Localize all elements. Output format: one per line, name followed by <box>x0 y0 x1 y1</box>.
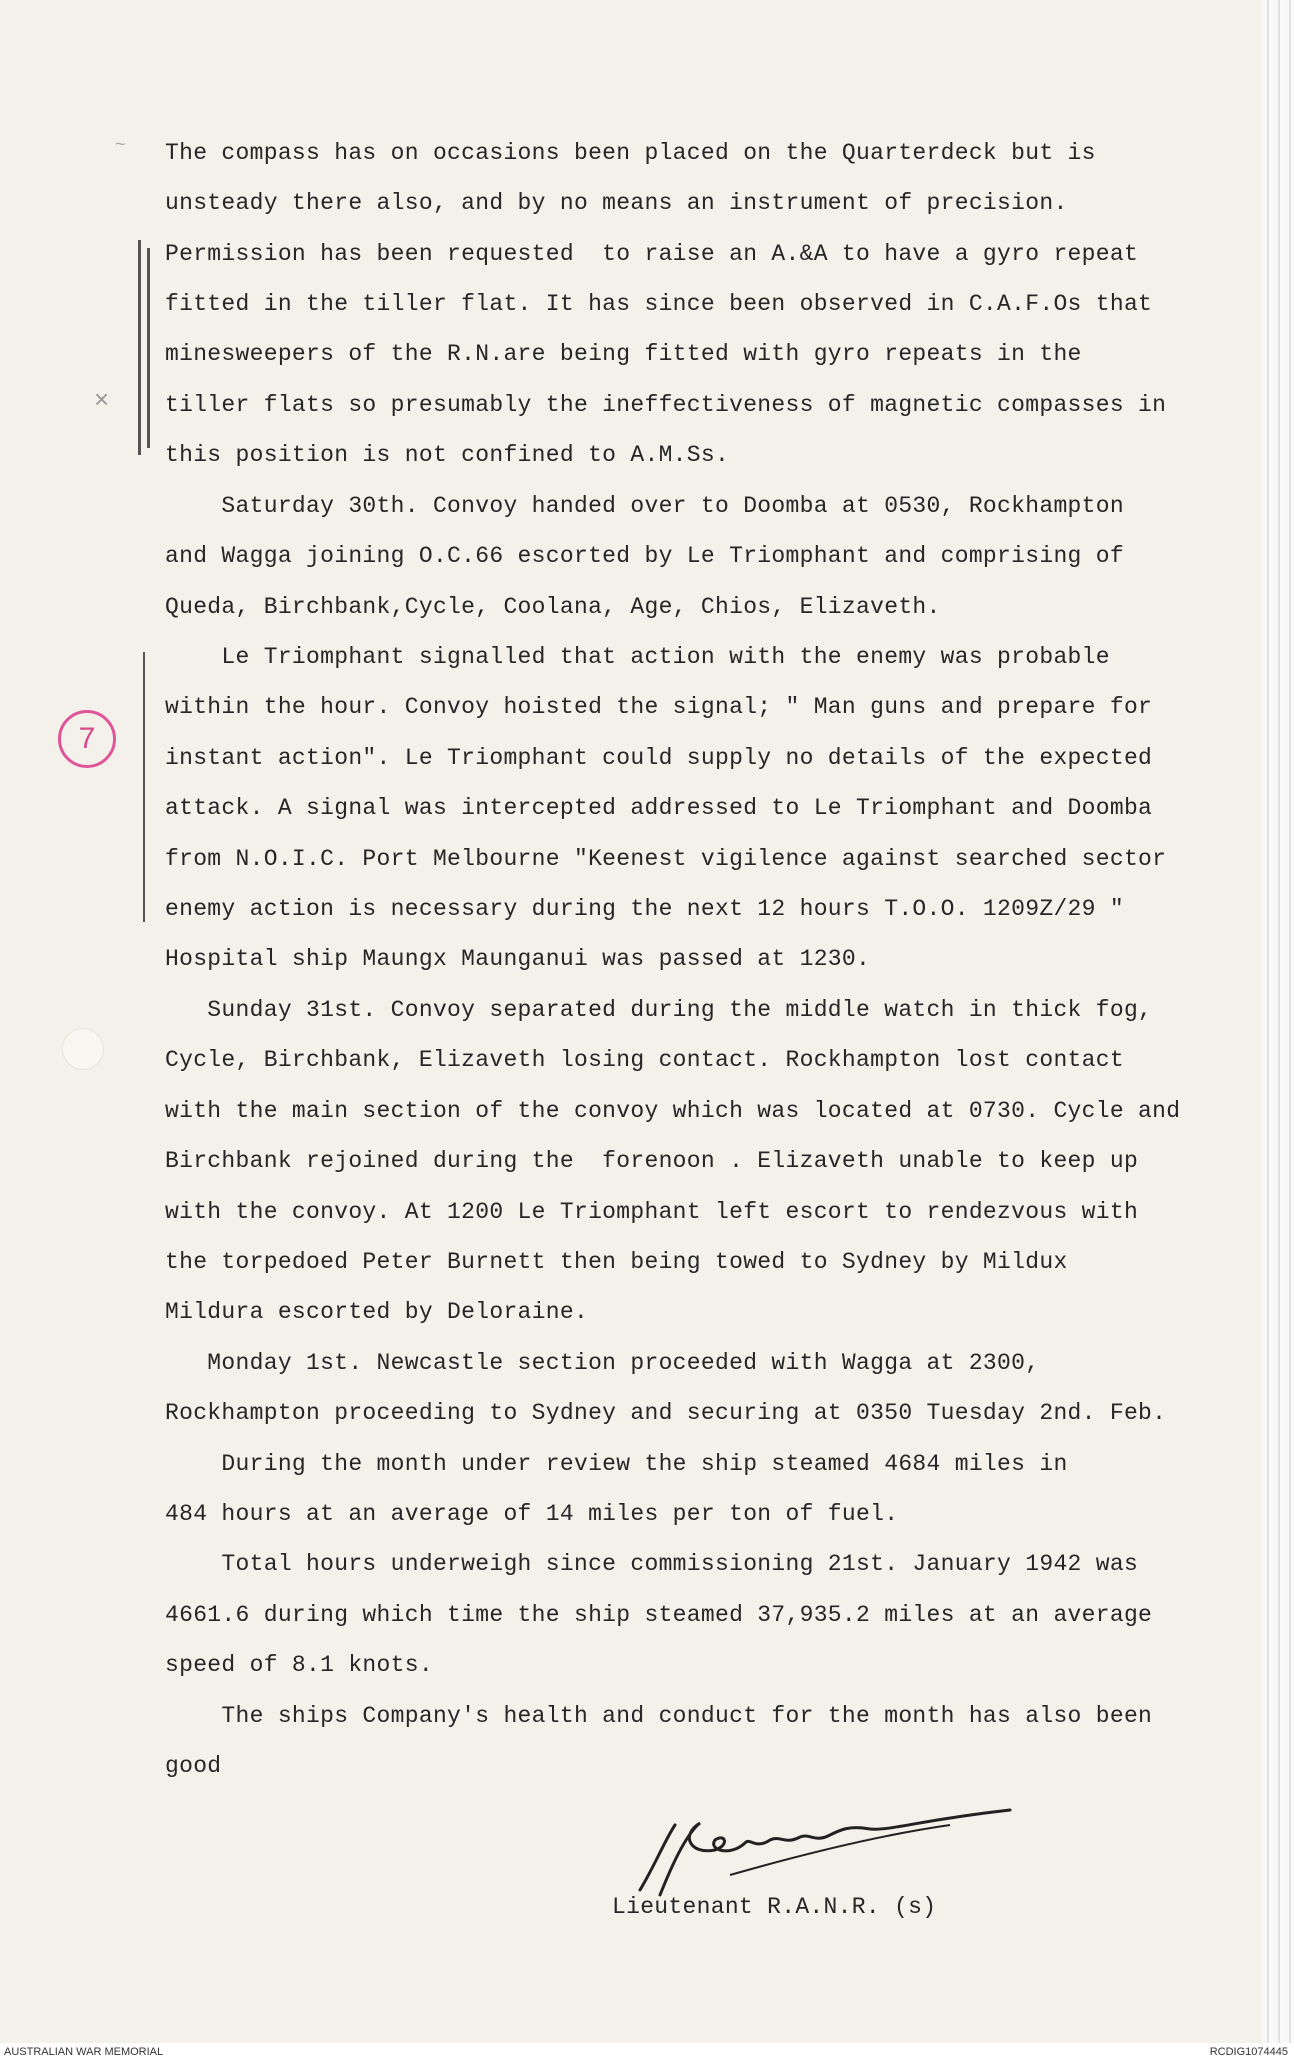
text-line: 484 hours at an average of 14 miles per ton of fuel. <box>165 1501 899 1527</box>
margin-note-circle <box>58 710 116 768</box>
text-line: Permission has been requested to raise an A.&A to have a gyro repeat <box>165 241 1139 267</box>
text-line: fitted in the tiller flat. It has since been observed in C.A.F.Os that <box>165 291 1153 317</box>
text-line: Birchbank rejoined during the forenoon . Elizaveth unable to keep up <box>165 1148 1139 1174</box>
text-line: Sunday 31st. Convoy separated during the middle watch in thick fog, <box>165 997 1153 1023</box>
text-line: The ships Company's health and conduct for the month has also been <box>165 1703 1153 1729</box>
text-line: good <box>165 1753 222 1779</box>
signature-title: Lieutenant R.A.N.R. (s) <box>612 1894 937 1920</box>
pencil-tick-mark: ~ <box>115 134 126 154</box>
text-line: Queda, Birchbank,Cycle, Coolana, Age, Chios, Elizaveth. <box>165 594 941 620</box>
text-line: enemy action is necessary during the next 12 hours T.O.O. 1209Z/29 " <box>165 896 1124 922</box>
text-line: Total hours underweigh since commissioning 21st. January 1942 was <box>165 1551 1139 1577</box>
margin-note-number: 7 <box>78 722 96 755</box>
margin-bracket <box>147 248 150 448</box>
text-line: Cycle, Birchbank, Elizaveth losing contact. Rockhampton lost contact <box>165 1047 1124 1073</box>
text-line: The compass has on occasions been placed on the Quarterdeck but is <box>165 140 1096 166</box>
text-line: with the main section of the convoy which was located at 0730. Cycle and <box>165 1098 1181 1124</box>
text-line: the torpedoed Peter Burnett then being towed to Sydney by Mildux <box>165 1249 1068 1275</box>
punch-hole <box>62 1028 104 1070</box>
archive-footer <box>0 2043 1294 2061</box>
archive-name: AUSTRALIAN WAR MEMORIAL <box>4 2046 164 2058</box>
text-line: attack. A signal was intercepted addressed to Le Triomphant and Doomba <box>165 795 1153 821</box>
pencil-x-mark: × <box>94 384 110 414</box>
text-line: within the hour. Convoy hoisted the signal; " Man guns and prepare for <box>165 694 1153 720</box>
text-line: tiller flats so presumably the ineffectiveness of magnetic compasses in <box>165 392 1167 418</box>
text-line: unsteady there also, and by no means an instrument of precision. <box>165 190 1068 216</box>
text-line: Rockhampton proceeding to Sydney and securing at 0350 Tuesday 2nd. Feb. <box>165 1400 1167 1426</box>
text-line: Saturday 30th. Convoy handed over to Doomba at 0530, Rockhampton <box>165 493 1124 519</box>
text-line: Monday 1st. Newcastle section proceeded with Wagga at 2300, <box>165 1350 1040 1376</box>
margin-bracket <box>138 240 141 455</box>
text-line: speed of 8.1 knots. <box>165 1652 433 1678</box>
text-line: with the convoy. At 1200 Le Triomphant left escort to rendezvous with <box>165 1199 1139 1225</box>
text-line: from N.O.I.C. Port Melbourne "Keenest vigilence against searched sector <box>165 846 1167 872</box>
text-line: Mildura escorted by Deloraine. <box>165 1299 589 1325</box>
text-line: and Wagga joining O.C.66 escorted by Le Triomphant and comprising of <box>165 543 1124 569</box>
text-line: instant action". Le Triomphant could supply no details of the expected <box>165 745 1153 771</box>
text-line: 4661.6 during which time the ship steamed 37,935.2 miles at an average <box>165 1602 1153 1628</box>
text-line: this position is not confined to A.M.Ss. <box>165 442 730 468</box>
page-edge-strip <box>1262 0 1294 2043</box>
archive-reference: RCDIG1074445 <box>1209 2046 1288 2058</box>
text-line: During the month under review the ship steamed 4684 miles in <box>165 1451 1068 1477</box>
text-line: minesweepers of the R.N.are being fitted with gyro repeats in the <box>165 341 1082 367</box>
signature <box>620 1795 1020 1905</box>
margin-bracket <box>143 652 145 922</box>
text-line: Le Triomphant signalled that action with the enemy was probable <box>165 644 1110 670</box>
text-line: Hospital ship Maungx Maunganui was passed at 1230. <box>165 946 871 972</box>
